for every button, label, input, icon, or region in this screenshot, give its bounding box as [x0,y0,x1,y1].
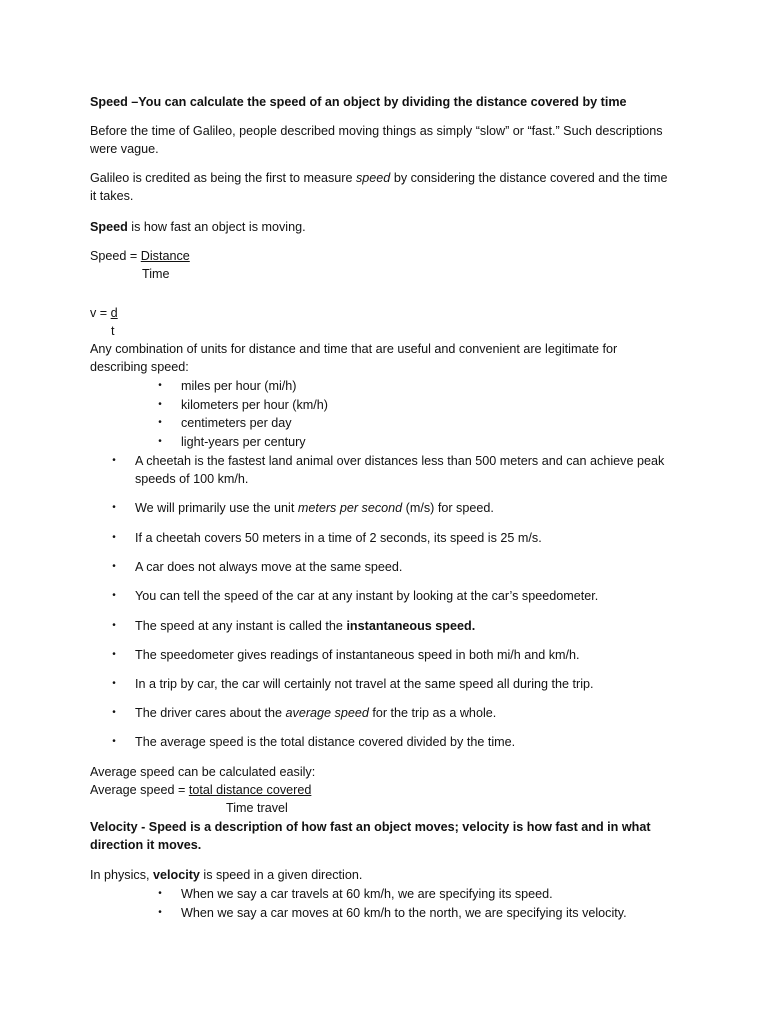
fact-instantaneous-text: The speed at any instant is called the [135,619,347,633]
fact-speedometer: You can tell the speed of the car at any instant by looking at the car’s speedometer. [135,589,599,603]
unit-item: light-years per century [181,435,306,449]
bullet-icon: • [112,736,116,747]
unit-item: miles per hour (mi/h) [181,379,297,393]
bullet-icon: • [158,907,162,918]
physics-velocity-term: velocity [153,868,200,882]
speed-formula-numerator: Distance [140,249,190,263]
bullet-icon: • [158,417,162,428]
velocity-heading-line-2: direction it moves. [90,838,202,852]
galileo-paragraph-line-2: were vague. [90,142,159,156]
bullet-icon: • [158,888,162,899]
v-formula-denominator: t [111,324,115,338]
unit-item: kilometers per hour (km/h) [181,398,328,412]
fact-unit-text-a: We will primarily use the unit [135,501,298,515]
bullet-icon: • [112,532,116,543]
average-formula-denominator: Time travel [226,801,288,815]
intro-heading [90,93,627,111]
speed-definition-text: is how fast an object is moving. [127,220,306,234]
speed-term: Speed [90,95,128,109]
fact-instantaneous-term: instantaneous speed. [346,619,476,633]
bullet-icon: • [112,678,116,689]
fact-average-definition: The average speed is the total distance covered divided by the time. [135,735,516,749]
units-intro-line-1: Any combination of units for distance and time that are useful and convenient are legitimate for [90,342,618,356]
fact-instantaneous [135,617,475,635]
average-formula-numerator-line [90,781,311,799]
fact-speedometer-readings: The speedometer gives readings of instantaneous speed in both mi/h and km/h. [135,648,580,662]
galileo-credit-text-c: by considering the distance covered and the time [390,171,668,185]
bullet-icon: • [112,590,116,601]
fact-average-emphasis: average speed [285,706,369,720]
bullet-icon: • [112,561,116,572]
fact-car-speed: A car does not always move at the same speed. [135,560,403,574]
bullet-icon: • [158,436,162,447]
physics-text-c: is speed in a given direction. [199,868,363,882]
unit-item: centimeters per day [181,416,292,430]
v-formula-numerator-line [90,304,118,322]
fact-average-text-a: The driver cares about the [135,706,286,720]
bullet-icon: • [112,620,116,631]
speed-formula-numerator-line [90,247,190,265]
fact-cheetah-line-1: A cheetah is the fastest land animal over distances less than 500 meters and can achieve peak [135,454,665,468]
v-formula-numerator: d [110,306,118,320]
average-formula-numerator: total distance covered [188,783,312,797]
intro-heading-text: –You can calculate the speed of an object by dividing the distance covered by time [127,95,627,109]
average-intro: Average speed can be calculated easily: [90,765,316,779]
speed-formula-lhs: Speed = [90,249,141,263]
fact-unit-text-c: (m/s) for speed. [402,501,494,515]
velocity-heading-line-1 [90,818,651,836]
fact-average-text-c: for the trip as a whole. [368,706,497,720]
velocity-example: When we say a car travels at 60 km/h, we are specifying its speed. [181,887,553,901]
v-formula-lhs: v = [90,306,111,320]
bullet-icon: • [158,399,162,410]
velocity-term: Velocity [90,820,138,834]
physics-velocity [90,866,362,884]
fact-cheetah-line-2: speeds of 100 km/h. [135,472,249,486]
fact-cheetah-example: If a cheetah covers 50 meters in a time of 2 seconds, its speed is 25 m/s. [135,531,542,545]
velocity-example: When we say a car moves at 60 km/h to the north, we are specifying its velocity. [181,906,627,920]
physics-text-a: In physics, [90,868,153,882]
speed-definition [90,218,306,236]
galileo-credit-line-2: it takes. [90,189,134,203]
fact-unit-emphasis: meters per second [297,501,403,515]
bullet-icon: • [158,380,162,391]
bullet-icon: • [112,649,116,660]
galileo-credit-text-a: Galileo is credited as being the first to measure [90,171,356,185]
bullet-icon: • [112,707,116,718]
bullet-icon: • [112,502,116,513]
speed-definition-term: Speed [90,220,128,234]
fact-unit [135,499,494,517]
units-intro-line-2: describing speed: [90,360,189,374]
speed-emphasis: speed [356,171,391,185]
fact-average-speed [135,704,496,722]
galileo-credit-line-1 [90,169,668,187]
galileo-paragraph-line-1: Before the time of Galileo, people described moving things as simply “slow” or “fast.” Such descriptions [90,124,663,138]
bullet-icon: • [112,455,116,466]
speed-formula-denominator: Time [142,267,170,281]
velocity-heading-text: - Speed is a description of how fast an object moves; velocity is how fast and in what [137,820,651,834]
fact-trip: In a trip by car, the car will certainly not travel at the same speed all during the trip. [135,677,594,691]
average-formula-lhs: Average speed = [90,783,189,797]
